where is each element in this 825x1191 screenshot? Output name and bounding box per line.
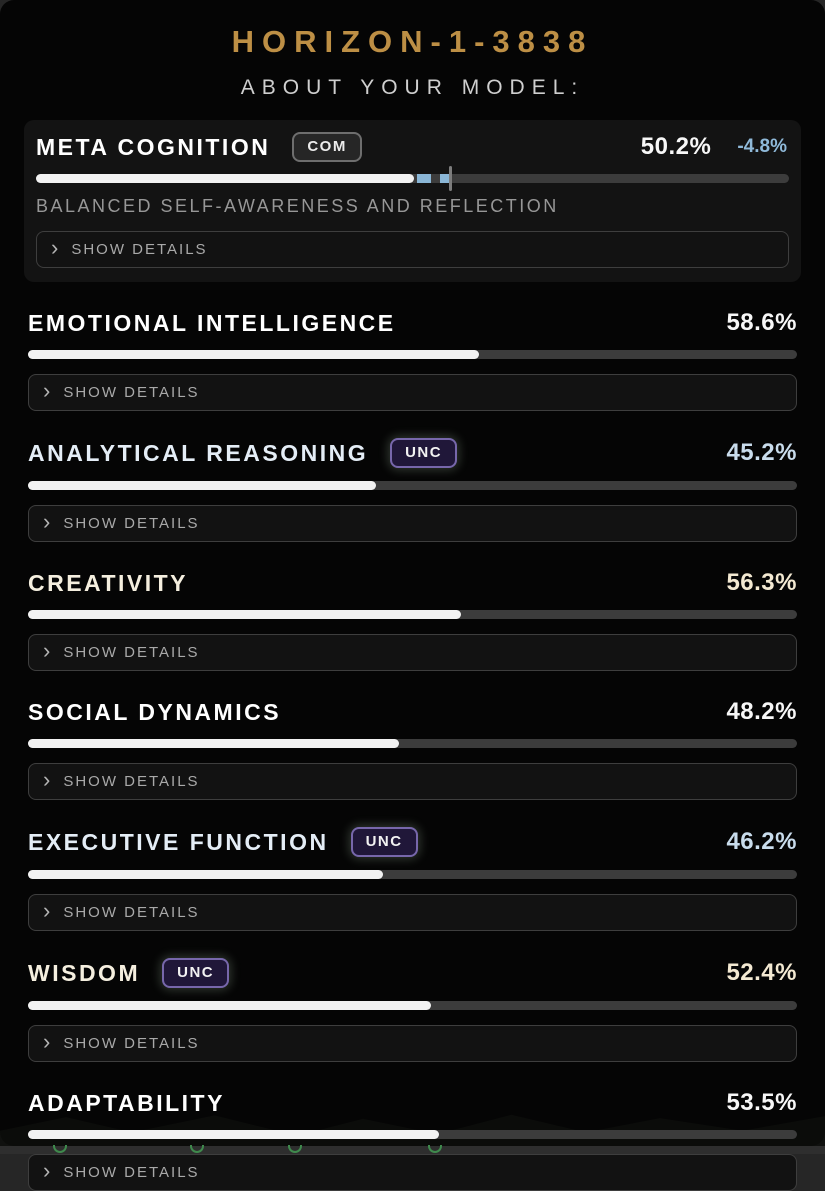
status-badge-com: COM (292, 132, 362, 162)
show-details-button[interactable] (28, 634, 797, 671)
stat-label: META COGNITION (36, 133, 271, 160)
stat-value: 48.2% (726, 698, 797, 725)
progress-fill (28, 1130, 439, 1139)
stat-value: 58.6% (726, 309, 797, 336)
stat-title-row (28, 438, 797, 468)
stat-section-executive-function (28, 827, 797, 931)
stat-delta: -4.8% (737, 136, 787, 157)
stat-label: ADAPTABILITY (28, 1089, 225, 1116)
stat-label: ANALYTICAL REASONING (28, 439, 369, 466)
stat-section-emotional-intelligence (28, 309, 797, 411)
show-details-button[interactable] (28, 505, 797, 542)
stat-label: CREATIVITY (28, 569, 189, 596)
chevron-right-icon: › (51, 234, 59, 260)
show-details-button[interactable] (28, 763, 797, 800)
chevron-right-icon: › (43, 1157, 51, 1183)
progress-fill (28, 610, 461, 619)
stat-description: BALANCED SELF-AWARENESS AND REFLECTION (36, 196, 559, 216)
progress-bar (28, 481, 797, 490)
show-details-button[interactable] (36, 231, 789, 268)
stat-label: EMOTIONAL INTELLIGENCE (28, 309, 396, 336)
progress-bar (28, 1130, 797, 1139)
show-details-button[interactable] (28, 1025, 797, 1062)
progress-bar (28, 350, 797, 359)
stat-section-list (0, 309, 825, 1191)
stat-label: SOCIAL DYNAMICS (28, 698, 282, 725)
progress-fill (28, 481, 376, 490)
panel-header (0, 0, 825, 100)
stat-section-social-dynamics (28, 698, 797, 800)
progress-fill (28, 350, 479, 359)
model-name: HORIZON-1-3838 (231, 24, 594, 59)
panel-subtitle: ABOUT YOUR MODEL: (240, 76, 585, 99)
stat-value: 45.2% (726, 439, 797, 466)
stat-value: 52.4% (726, 959, 797, 986)
stat-section-wisdom (28, 958, 797, 1062)
progress-bar (28, 739, 797, 748)
chevron-right-icon: › (43, 766, 51, 792)
stat-section-meta-cognition (24, 120, 801, 282)
progress-bar (36, 174, 789, 183)
stat-value: 50.2% (640, 133, 712, 160)
show-details-label: SHOW DETAILS (63, 384, 200, 401)
stat-title-row (28, 827, 797, 857)
stat-section-creativity (28, 569, 797, 671)
progress-bar (28, 610, 797, 619)
show-details-button[interactable] (28, 374, 797, 411)
show-details-label: SHOW DETAILS (63, 1035, 200, 1052)
progress-fill (36, 174, 414, 183)
chevron-right-icon: › (43, 897, 51, 923)
show-details-label: SHOW DETAILS (63, 515, 200, 532)
show-details-label: SHOW DETAILS (63, 644, 200, 661)
show-details-label: SHOW DETAILS (63, 773, 200, 790)
progress-bar (28, 1001, 797, 1010)
chevron-right-icon: › (43, 508, 51, 534)
progress-fill (28, 1001, 431, 1010)
progress-bar (28, 870, 797, 879)
status-badge-unc: UNC (351, 827, 418, 857)
stat-title-row (28, 698, 797, 726)
stat-title-row (28, 958, 797, 988)
stat-label: WISDOM (28, 959, 141, 986)
show-details-label: SHOW DETAILS (63, 1164, 200, 1181)
stat-section-analytical-reasoning (28, 438, 797, 542)
stat-value: 56.3% (726, 569, 797, 596)
show-details-label: SHOW DETAILS (71, 241, 208, 258)
stat-title-row (36, 132, 789, 162)
stat-title-row (28, 1089, 797, 1117)
show-details-button[interactable] (28, 1154, 797, 1191)
delta-dashes (417, 174, 449, 183)
status-badge-unc: UNC (390, 438, 457, 468)
stat-value: 46.2% (726, 828, 797, 855)
chevron-right-icon: › (43, 637, 51, 663)
stat-label: EXECUTIVE FUNCTION (28, 828, 329, 855)
bottom-strip (0, 1146, 825, 1154)
stat-title-row (28, 569, 797, 597)
stat-value: 53.5% (726, 1089, 797, 1116)
chevron-right-icon: › (43, 377, 51, 403)
chevron-right-icon: › (43, 1028, 51, 1054)
status-badge-unc: UNC (162, 958, 229, 988)
show-details-button[interactable] (28, 894, 797, 931)
show-details-label: SHOW DETAILS (63, 904, 200, 921)
previous-value-tick (449, 166, 452, 191)
progress-fill (28, 739, 399, 748)
progress-fill (28, 870, 383, 879)
stat-title-row (28, 309, 797, 337)
